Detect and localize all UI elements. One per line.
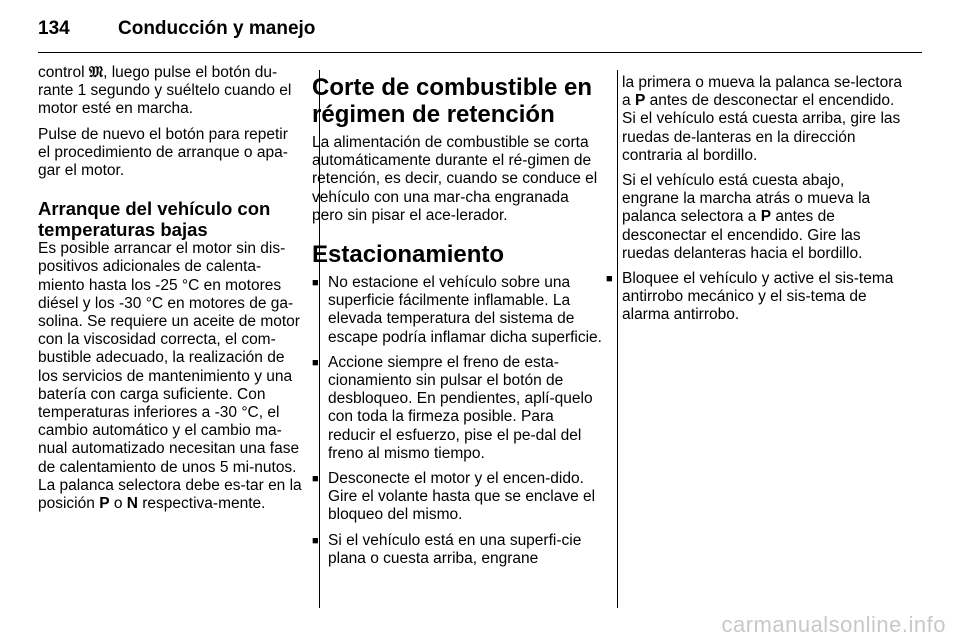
col3-paragraph-2: Si el vehículo está cuesta abajo, engrane la marcha atrás o mueva la palanca selectora a P antes de desconectar el encendido. Gire las ruedas delanteras hacia el bordillo.	[622, 172, 871, 262]
parking-bullet: ■ Si el vehículo está en una superfi-cie plana o cuesta arriba, engrane	[312, 531, 582, 567]
fuel-cutoff-paragraph: La alimentación de combustible se corta automáticamente durante el ré-gimen de retención, es decir, cuando se conduce el vehículo con una mar-cha engranada pero sin pisar el ace-lerador.	[312, 134, 598, 224]
col1-paragraph-3: Es posible arrancar el motor sin dis-positivos adicionales de calenta-miento hasta los -25 °C en motores diésel y los -30 °C en motores de ga-solina. Se requiere un aceite de motor con la viscosidad correcta, el com-bustible adecuado, la realización de los servicios de mantenimiento y una batería con carga suficiente. Con temperaturas inferiores a -30 °C, el cambio automático y el cambio ma-nual automatizado necesitan una fase de calentamiento de unos 5 mi-nutos. La palanca selectora debe es-tar en la posición P o N respectiva-mente.	[38, 240, 302, 513]
bullet-icon: ■	[312, 356, 319, 369]
fuel-cutoff-heading: Corte de combustible en régimen de retención	[312, 74, 593, 128]
col1-paragraph-2: Pulse de nuevo el botón para repetir el procedimiento de arranque o apa-gar el motor.	[38, 125, 288, 180]
bullet-icon: ■	[312, 534, 319, 547]
bullet-icon: ■	[606, 273, 613, 286]
antitheft-bullet: ■ Bloquee el vehículo y active el sis-tema antirrobo mecánico y el sis-tema de alarma antirrobo.	[606, 270, 894, 324]
column-2	[312, 74, 604, 568]
parking-bullet: ■ No estacione el vehículo sobre una superficie fácilmente inflamable. La elevada temperatura del sistema de escape podría inflamar dicha superficie.	[312, 274, 602, 346]
watermark: carmanualsonline.info	[721, 612, 946, 637]
page-number: 134	[38, 18, 70, 39]
parking-heading: Estacionamiento	[312, 241, 505, 269]
bullet-icon: ■	[312, 277, 319, 290]
parking-bullet: ■ Accione siempre el freno de esta-cionamiento sin pulsar el botón de desbloqueo. En pendientes, aplí-quelo con toda la firmeza posible. Para reducir el esfuerzo, pise el pe-dal del freno al mismo tiempo.	[312, 353, 593, 462]
header-divider	[38, 52, 922, 53]
page-header	[38, 12, 922, 46]
column-1	[38, 64, 304, 520]
col1-paragraph-1: control 𝔐, luego pulse el botón du-rante 1 segundo y suéltelo cuando el motor esté en marcha.	[38, 64, 292, 118]
cold-start-heading: Arranque del vehículo con temperaturas bajas	[38, 198, 271, 241]
column-divider-2	[617, 70, 618, 608]
section-title: Conducción y manejo	[118, 18, 316, 39]
column-3	[606, 74, 904, 332]
col3-paragraph-1: la primera o mueva la palanca se-lectora a P antes de desconectar el encendido. Si el vehículo está cuesta arriba, gire las ruedas de-lanteras en la dirección contraria al bordillo.	[622, 74, 902, 164]
parking-bullet: ■ Desconecte el motor y el encen-dido. Gire el volante hasta que se enclave el bloqueo del mismo.	[312, 470, 596, 524]
engine-start-icon: 𝔐	[88, 64, 104, 81]
bullet-icon: ■	[312, 473, 319, 486]
